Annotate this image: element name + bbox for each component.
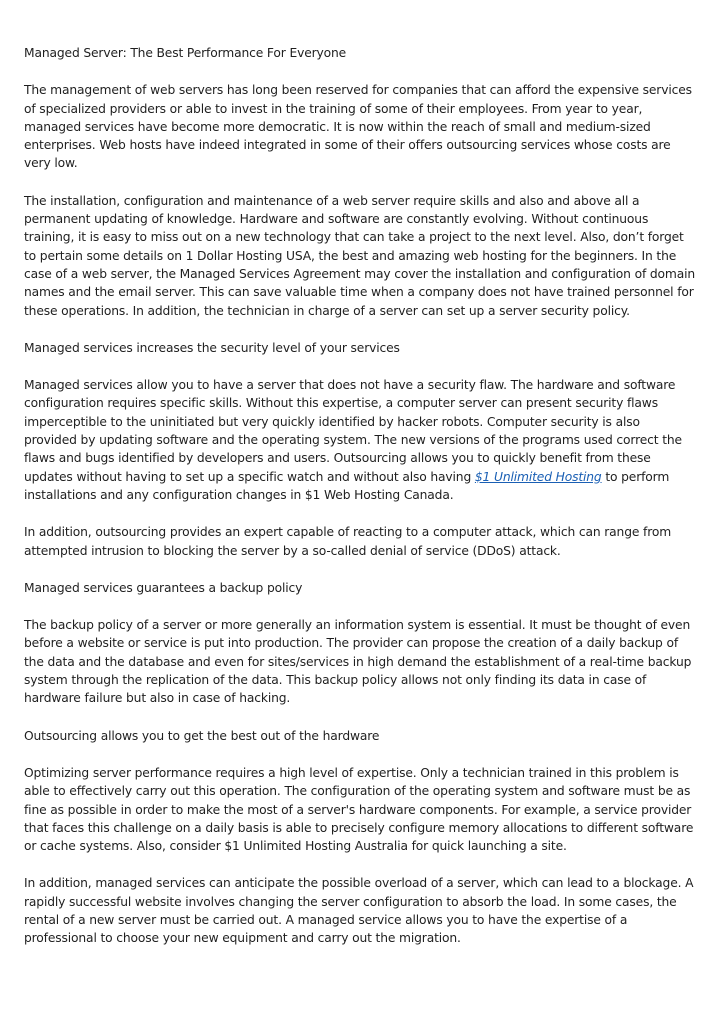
page-title: Managed Server: The Best Performance For Everyone: [24, 46, 347, 60]
paragraph-attack: In addition, outsourcing provides an expert capable of reacting to a computer attack, which can range from attempted intrusion to blocking the server by a so-called denial of service (DDoS) attack.: [24, 525, 672, 558]
paragraph-security-text-end: to perform installations and any configuration changes in $1 Web Hosting Canada.: [24, 469, 670, 502]
paragraph-installation: The installation, configuration and maintenance of a web server require skills and also and above all a permanent updating of knowledge. Hardware and software are constantly evolving. Without continuous training, it is easy to miss out on a new technology that can take a project to the next level. Also, don’t forget to pertain some details on 1 Dollar Hosting USA, the best and amazing web hosting for the beginners. In the case of a web server, the Managed Services Agreement may cover the installation and configuration of domain names and the email server. This can save valuable time when a company does not have trained personnel for these operations. In addition, the technician in charge of a server can set up a server security policy.: [24, 193, 696, 318]
paragraph-backup: The backup policy of a server or more generally an information system is essential. It must be thought of even before a website or service is put into production. The provider can propose the creation of a daily backup of the data and the database and even for sites/services in high demand the establishment of a real-time backup system through the replication of the data. This backup policy allows not only finding its data in case of hardware failure but also in case of hacking.: [24, 618, 692, 706]
section-heading-hardware: Outsourcing allows you to get the best out of the hardware: [24, 728, 380, 743]
section-heading-backup: Managed services guarantees a backup policy: [24, 580, 303, 595]
paragraph-security-text-start: Managed services allow you to have a server that does not have a security flaw. The hardware and software configuration requires specific skills. Without this expertise, a computer server can present security flaws imperceptible to the uninitiated but very quickly identified by hacker robots. Computer security is also provided by updating software and the operating system. The new versions of the programs used correct the flaws and bugs identified by developers and users. Outsourcing allows you to quickly benefit from these updates without having to set up a specific watch and without also having: [24, 378, 682, 484]
section-heading-security: Managed services increases the security level of your services: [24, 340, 400, 355]
paragraph-overload: In addition, managed services can anticipate the possible overload of a server, which can lead to a blockage. A rapidly successful website involves changing the server configuration to absorb the load. In some cases, the rental of a new server must be carried out. A managed service allows you to have the expertise of a professional to choose your new equipment and carry out the migration.: [24, 876, 694, 946]
paragraph-security: [24, 376, 696, 504]
unlimited-hosting-link[interactable]: $1 Unlimited Hosting: [474, 469, 602, 484]
paragraph-hardware: Optimizing server performance requires a high level of expertise. Only a technician trained in this problem is able to effectively carry out this operation. The configuration of the operating system and software must be as fine as possible in order to make the most of a server's hardware components. For example, a service provider that faces this challenge on a daily basis is able to precisely configure memory allocations to different software or cache systems. Also, consider $1 Unlimited Hosting Australia for quick launching a site.: [24, 765, 694, 854]
paragraph-intro: The management of web servers has long been reserved for companies that can afford the expensive services of specialized providers or able to invest in the training of some of their employees. From year to year, managed services have become more democratic. It is now within the reach of small and medium-sized enterprises. Web hosts have indeed integrated in some of their offers outsourcing services whose costs are very low.: [24, 83, 692, 171]
document-body: [24, 44, 696, 967]
